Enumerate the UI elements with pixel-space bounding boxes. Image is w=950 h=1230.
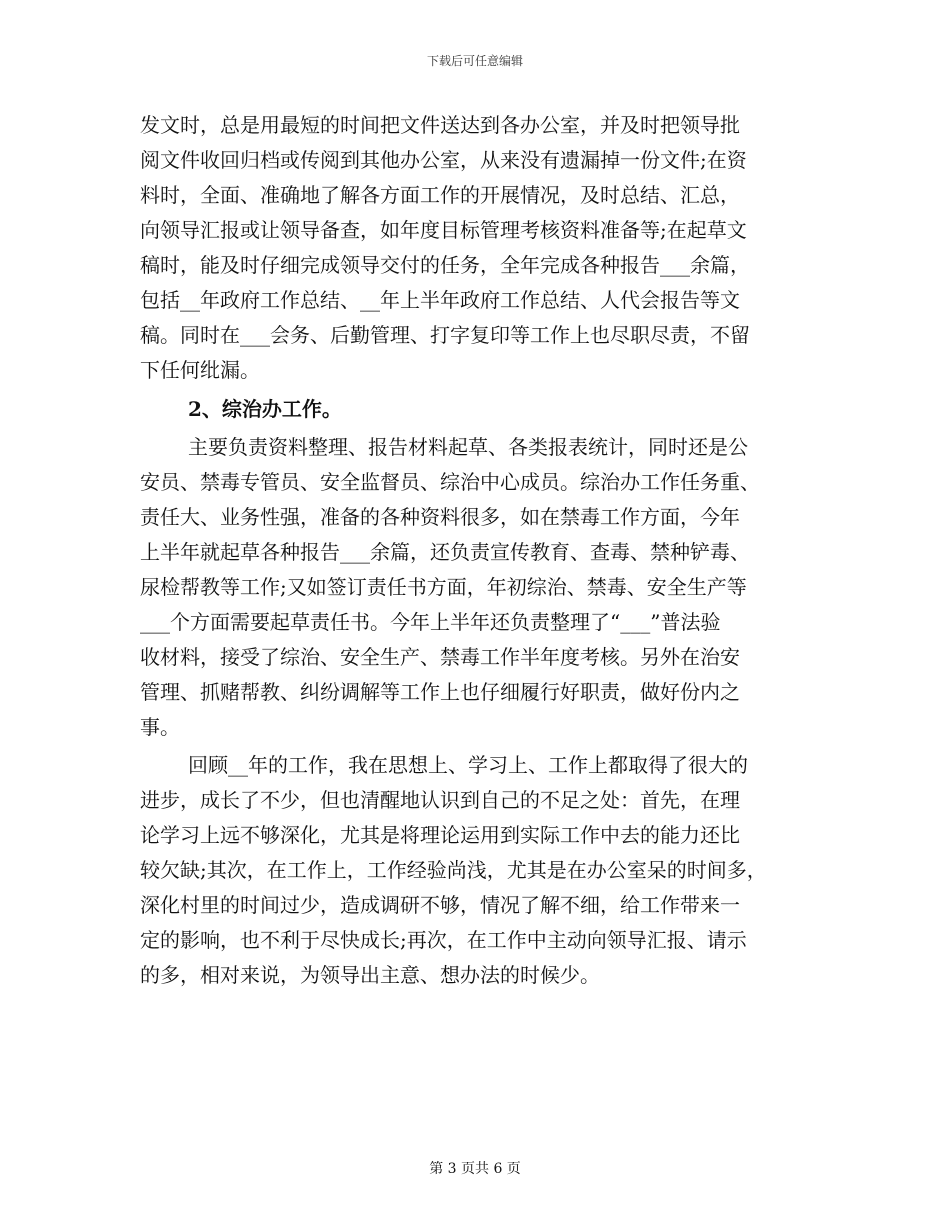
text-line: 论学习上远不够深化，尤其是将理论运用到实际工作中去的能力还比 xyxy=(140,823,740,847)
text-line: 责任大、业务性强，准备的各种资料很多，如在禁毒工作方面，今年 xyxy=(140,505,740,529)
text-line: 收材料，接受了综治、安全生产、禁毒工作半年度考核。另外在治安 xyxy=(140,645,740,669)
document-body xyxy=(140,108,820,993)
text-line: 料时，全面、准确地了解各方面工作的开展情况，及时总结、汇总， xyxy=(140,183,740,207)
text-line: 回顾__年的工作，我在思想上、学习上、工作上都取得了很大的 xyxy=(188,753,748,777)
section-heading: 2、综治办工作。 xyxy=(188,397,342,421)
text-line: 下任何纰漏。 xyxy=(140,358,260,382)
text-line: 尿检帮教等工作;又如签订责任书方面，年初综治、禁毒、安全生产等 xyxy=(140,575,747,599)
text-line: 发文时，总是用最短的时间把文件送达到各办公室，并及时把领导批 xyxy=(140,113,740,137)
text-line: 稿时，能及时仔细完成领导交付的任务，全年完成各种报告___余篇， xyxy=(140,253,750,277)
page-header: 下载后可任意编辑 xyxy=(426,54,523,68)
text-line: 包括__年政府工作总结、__年上半年政府工作总结、人代会报告等文 xyxy=(140,288,740,312)
text-line: 阅文件收回归档或传阅到其他办公室，从来没有遗漏掉一份文件;在资 xyxy=(140,148,747,172)
text-line: 稿。同时在___会务、后勤管理、打字复印等工作上也尽职尽责，不留 xyxy=(140,323,750,347)
text-line: 安员、禁毒专管员、安全监督员、综治中心成员。综治办工作任务重、 xyxy=(140,470,760,494)
text-line: 较欠缺;其次，在工作上，工作经验尚浅，尤其是在办公室呆的时间多， xyxy=(140,858,767,882)
text-line: 的多，相对来说，为领导出主意、想办法的时候少。 xyxy=(140,963,600,987)
text-line: 主要负责资料整理、报告材料起草、各类报表统计，同时还是公 xyxy=(188,435,748,459)
text-line: 深化村里的时间过少，造成调研不够，情况了解不细，给工作带来一 xyxy=(140,893,740,917)
text-line: 向领导汇报或让领导备查，如年度目标管理考核资料准备等;在起草文 xyxy=(140,218,747,242)
text-line: ___个方面需要起草责任书。今年上半年还负责整理了“___”普法验 xyxy=(140,610,721,634)
text-line: 上半年就起草各种报告___余篇，还负责宣传教育、查毒、禁种铲毒、 xyxy=(140,540,750,564)
text-line: 管理、抓赌帮教、纠纷调解等工作上也仔细履行好职责，做好份内之 xyxy=(140,680,740,704)
text-line: 事。 xyxy=(140,715,180,739)
text-line: 进步，成长了不少，但也清醒地认识到自己的不足之处：首先，在理 xyxy=(140,788,740,812)
text-line: 定的影响，也不利于尽快成长;再次，在工作中主动向领导汇报、请示 xyxy=(140,928,747,952)
page-footer: 第 3 页共 6 页 xyxy=(429,1161,521,1177)
